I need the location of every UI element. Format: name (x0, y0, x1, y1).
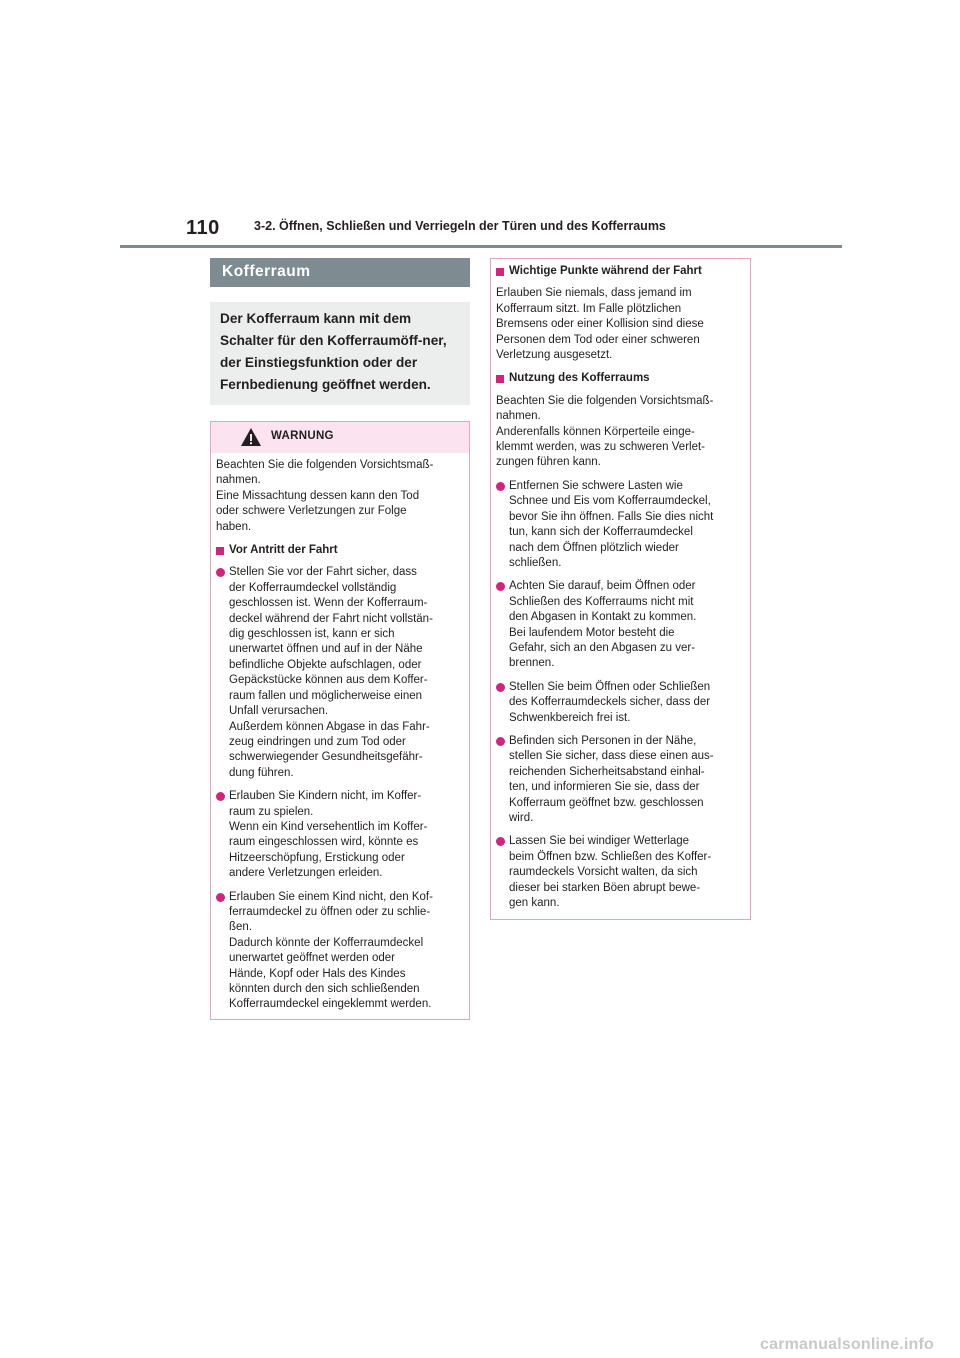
subheading-label: Nutzung des Kofferraums (509, 372, 650, 385)
list-item (216, 789, 464, 881)
bullet-icon (496, 837, 505, 846)
square-bullet-icon (216, 547, 224, 555)
subheading-label: Vor Antritt der Fahrt (229, 544, 338, 557)
bullet-icon (496, 737, 505, 746)
section-title: Kofferraum (210, 258, 470, 287)
warning-title: WARNUNG (271, 430, 334, 442)
list-item (496, 579, 745, 671)
square-bullet-icon (496, 375, 504, 383)
list-item (216, 565, 464, 781)
subheading-before-driving (216, 543, 464, 558)
list-item-text: Entfernen Sie schwere Lasten wie Schnee und Eis vom Kofferraumdeckel, bevor Sie ihn öffnen. Falls Sie dies nicht tun, kann sich der Kofferraumdeckel nach dem Öffnen plötzlich wieder schließen. (509, 479, 714, 569)
list-item-text: Befinden sich Personen in der Nähe, stellen Sie sicher, dass diese einen aus- reichenden Sicherheitsabstand einhal- ten, und informieren Sie sie, dass der Kofferraum geöffnet bzw. geschlossen wird. (509, 734, 714, 824)
bullet-icon (496, 482, 505, 491)
warning-body (491, 259, 750, 917)
list-item-text: Erlauben Sie Kindern nicht, im Koffer- raum zu spielen. Wenn ein Kind versehentlich im Koffer- raum eingeschlossen wird, könnte es Hitzeerschöpfung, Erstickung oder andere Verletzungen erleiden. (229, 790, 428, 880)
warning-box-continued (490, 258, 751, 920)
bullet-icon (216, 893, 225, 902)
list-item (496, 834, 745, 911)
list-item (496, 479, 745, 571)
section-intro: Der Kofferraum kann mit dem Schalter für den Kofferraumöff-ner, der Einstiegsfunktion oder der Fernbedienung geöffnet werden. (210, 302, 470, 405)
bullet-icon (496, 582, 505, 591)
bullet-icon (216, 568, 225, 577)
subheading-label: Wichtige Punkte während der Fahrt (509, 265, 702, 277)
list-item-text: Erlauben Sie einem Kind nicht, den Kof- ferraumdeckel zu öffnen oder zu schlie- ßen. Dadurch könnte der Kofferraumdeckel unerwartet geöffnet werden oder Hände, Kopf oder Hals des Kindes könnten durch den sich schließenden Kofferraumdeckel eingeklemmt werden. (229, 890, 433, 1011)
warning-body (211, 453, 469, 1019)
chapter-title: 3-2. Öffnen, Schließen und Verriegeln der Türen und des Kofferraums (254, 219, 666, 233)
list-item (496, 680, 745, 726)
bullet-icon (216, 792, 225, 801)
bullet-icon (496, 683, 505, 692)
paragraph: Beachten Sie die folgenden Vorsichtsmaß- nahmen. Anderenfalls können Körperteile einge- klemmt werden, was zu schweren Verlet- zungen führen kann. (496, 394, 714, 469)
warning-header (211, 422, 469, 453)
subheading-trunk-usage (496, 371, 745, 386)
header-divider (120, 245, 842, 248)
list-item-text: Lassen Sie bei windiger Wetterlage beim Öffnen bzw. Schließen des Koffer- raumdeckels Vorsicht walten, da sich dieser bei starken Böen abrupt bewe- gen kann. (509, 835, 712, 910)
list-item (496, 734, 745, 826)
right-column (490, 258, 751, 920)
page-number: 110 (186, 217, 220, 239)
paragraph: Erlauben Sie niemals, dass jemand im Kofferraum sitzt. Im Falle plötzlichen Bremsens oder einer Kollision sind diese Personen dem Tod oder einer schweren Verletzung ausgesetzt. (496, 287, 704, 362)
warning-intro: Beachten Sie die folgenden Vorsichtsmaß- nahmen. Eine Missachtung dessen kann den Tod oder schwere Verletzungen zur Folge haben. (216, 459, 434, 533)
list-item-text: Achten Sie darauf, beim Öffnen oder Schließen des Kofferraums nicht mit den Abgasen in Kontakt zu kommen. Bei laufendem Motor besteht die Gefahr, sich an den Abgasen zu ver- brennen. (509, 580, 697, 670)
list-item (216, 890, 464, 1013)
subheading-driving-points (496, 264, 745, 279)
list-item-text: Stellen Sie vor der Fahrt sicher, dass der Kofferraumdeckel vollständig geschlossen ist. Wenn der Kofferraum- deckel während der Fahrt nicht vollstän- dig geschlossen ist, kann er sich unerwartet öffnen und auf in der Nähe befindliche Objekte aufschlagen, oder Gepäckstücke können aus dem Koffer- raum fallen und möglicherweise einen Unfall verursachen. Außerdem können Abgase in das Fahr- zeug eindringen und zum Tod oder schwerwiegender Gesundheitsgefähr- dung führen. (229, 566, 433, 779)
warning-triangle-icon (240, 427, 262, 447)
left-column (210, 258, 470, 1020)
list-item-text: Stellen Sie beim Öffnen oder Schließen des Kofferraumdeckels sicher, dass der Schwenkbereich frei ist. (509, 680, 711, 724)
watermark: carmanualsonline.info (760, 1336, 935, 1353)
square-bullet-icon (496, 268, 504, 276)
warning-box (210, 421, 470, 1020)
